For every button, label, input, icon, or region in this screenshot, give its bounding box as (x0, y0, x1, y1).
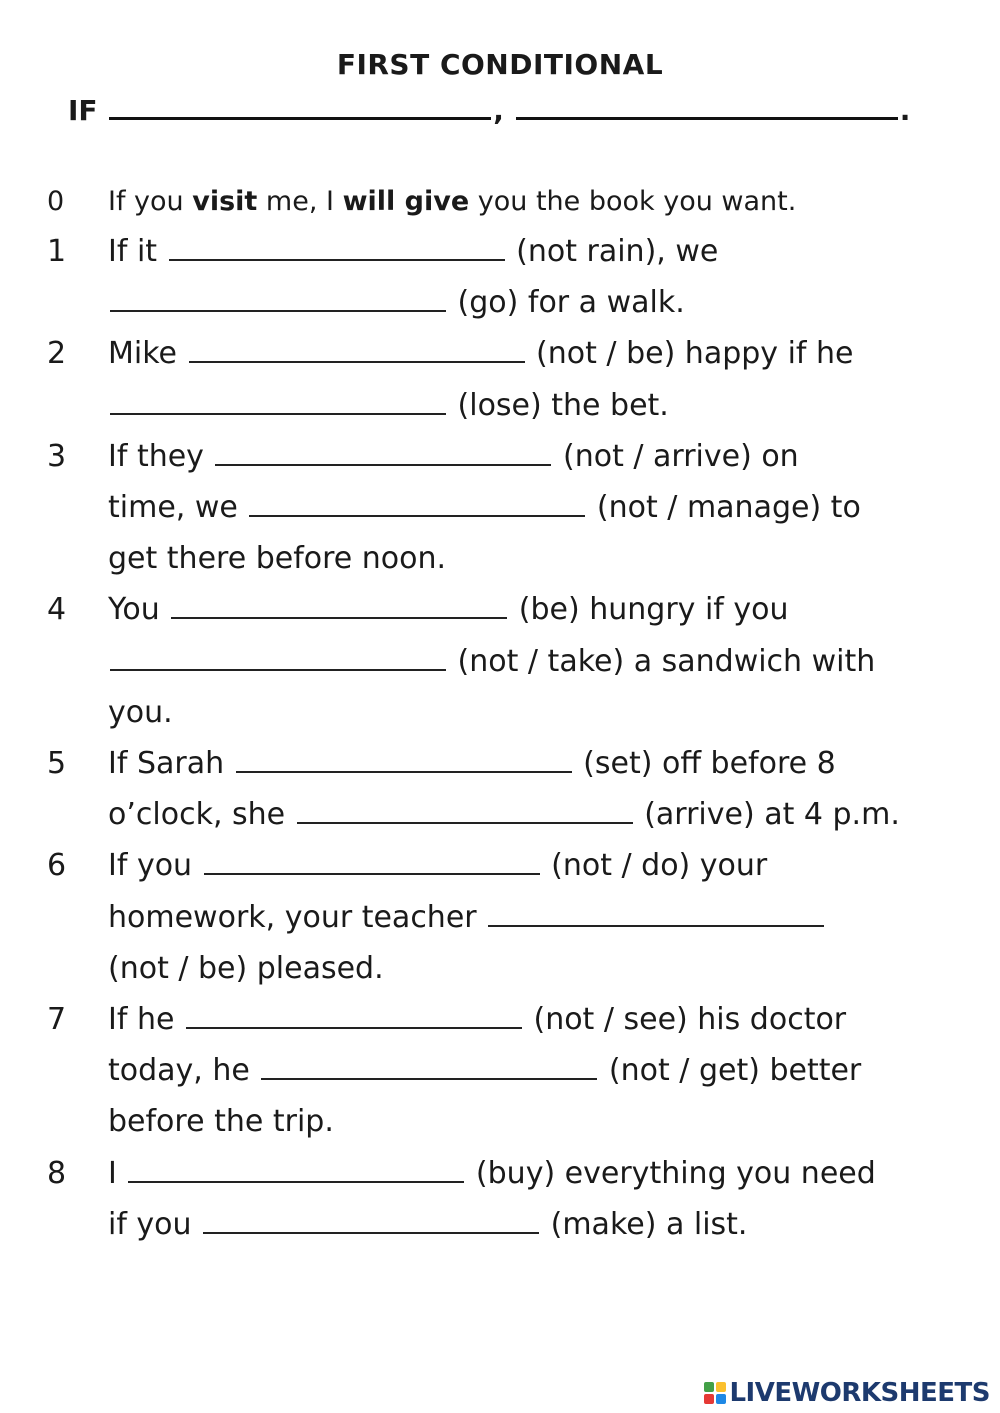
exercise-text: (arrive) at 4 p.m. (634, 797, 900, 833)
exercise-line (108, 1002, 846, 1037)
exercise-number: 4 (47, 592, 67, 628)
exercise-text: time, we (108, 489, 248, 525)
exercise-line (108, 746, 836, 781)
exercise-text: (not / get) better (599, 1053, 862, 1089)
exercise-text: You (108, 592, 170, 628)
liveworksheets-logo-text: LIVEWORKSHEETS (729, 1378, 990, 1408)
answer-blank[interactable] (215, 442, 551, 466)
exercise-text: today, he (108, 1053, 260, 1089)
answer-blank[interactable] (110, 391, 446, 415)
exercise-line (108, 1053, 861, 1088)
exercise-number: 7 (47, 1002, 67, 1037)
exercise-text: If you (108, 848, 202, 884)
answer-blank[interactable] (171, 595, 507, 619)
exercise-text: (be) hungry if you (509, 592, 789, 628)
exercise-text: If he (108, 1002, 184, 1037)
exercise-line (108, 797, 900, 832)
exercise-line (108, 439, 799, 474)
exercise-text: (not / do) your (541, 848, 768, 884)
exercise-text: If Sarah (108, 746, 234, 781)
answer-blank[interactable] (110, 288, 446, 312)
exercise-line (108, 592, 789, 627)
answer-blank[interactable] (110, 647, 446, 671)
exercise-line (108, 951, 384, 986)
exercise-number: 1 (47, 234, 67, 269)
answer-blank[interactable] (128, 1159, 464, 1183)
exercise-text: (set) off before 8 (573, 746, 836, 781)
exercise-number: 3 (47, 438, 67, 474)
liveworksheets-logo (703, 1379, 990, 1407)
answer-blank[interactable] (488, 903, 824, 927)
exercise-line (108, 1104, 334, 1139)
exercise-line (108, 695, 173, 730)
answer-blank[interactable] (189, 339, 525, 363)
formula-period: . (899, 94, 911, 127)
answer-blank[interactable] (169, 237, 505, 261)
exercise-line (108, 490, 861, 525)
exercise-number: 2 (47, 336, 67, 372)
example-number: 0 (47, 186, 65, 217)
formula-if: IF (68, 94, 98, 127)
exercise-text: (buy) everything you need (466, 1155, 876, 1191)
exercise-text: If it (108, 234, 167, 269)
exercise-text: (lose) the bet. (448, 387, 669, 423)
exercise-text: (not / arrive) on (553, 438, 799, 474)
exercise-number: 5 (47, 746, 67, 781)
exercise-number: 8 (47, 1155, 67, 1191)
exercise-line (108, 848, 767, 883)
example-text: me, I (257, 186, 343, 217)
exercise-line (108, 644, 875, 679)
exercise-text: (go) for a walk. (448, 285, 685, 321)
answer-blank[interactable] (203, 1210, 539, 1234)
example-text: you the book you want. (469, 186, 797, 217)
answer-blank[interactable] (297, 800, 633, 824)
exercise-line (108, 900, 826, 935)
example-bold-verb: will give (342, 186, 470, 217)
exercise-text: I (108, 1155, 127, 1191)
liveworksheets-logo-icon (703, 1381, 727, 1405)
answer-blank[interactable] (261, 1056, 597, 1080)
formula-blank-if-clause[interactable] (109, 95, 491, 120)
answer-blank[interactable] (186, 1005, 522, 1029)
page-title: FIRST CONDITIONAL (336, 48, 664, 81)
answer-blank[interactable] (236, 749, 572, 773)
exercise-line (108, 388, 669, 423)
exercise-text: o’clock, she (108, 797, 295, 833)
answer-blank[interactable] (204, 851, 540, 875)
exercise-text: you. (108, 694, 173, 730)
example-text: If you (108, 186, 193, 217)
exercise-text: before the trip. (108, 1104, 334, 1140)
exercise-line (108, 541, 446, 576)
exercise-text: get there before noon. (108, 541, 447, 577)
formula-blank-main-clause[interactable] (516, 95, 898, 120)
exercise-line (108, 1207, 747, 1242)
exercise-text: (not / manage) to (587, 489, 861, 525)
exercise-text: if you (108, 1206, 202, 1242)
exercise-line (108, 234, 718, 269)
exercise-text: Mike (108, 336, 187, 372)
exercise-text: (not rain), we (506, 234, 719, 269)
exercise-text: (not / be) happy if he (526, 336, 854, 372)
exercise-text: (not / be) pleased. (108, 950, 384, 986)
answer-blank[interactable] (249, 493, 585, 517)
exercise-text: (not / take) a sandwich with (448, 643, 876, 679)
formula-comma: , (493, 94, 504, 127)
exercise-line (108, 336, 853, 371)
exercise-number: 6 (47, 848, 67, 884)
exercise-text: (make) a list. (541, 1206, 748, 1242)
formula-line (68, 94, 948, 127)
exercise-text: homework, your teacher (108, 899, 487, 935)
exercise-text: (not / see) his doctor (523, 1002, 847, 1037)
exercise-text: If they (108, 438, 214, 474)
example-bold-verb: visit (192, 186, 258, 217)
example-sentence (108, 186, 796, 217)
exercise-line (108, 1156, 876, 1191)
exercise-line (108, 285, 685, 320)
